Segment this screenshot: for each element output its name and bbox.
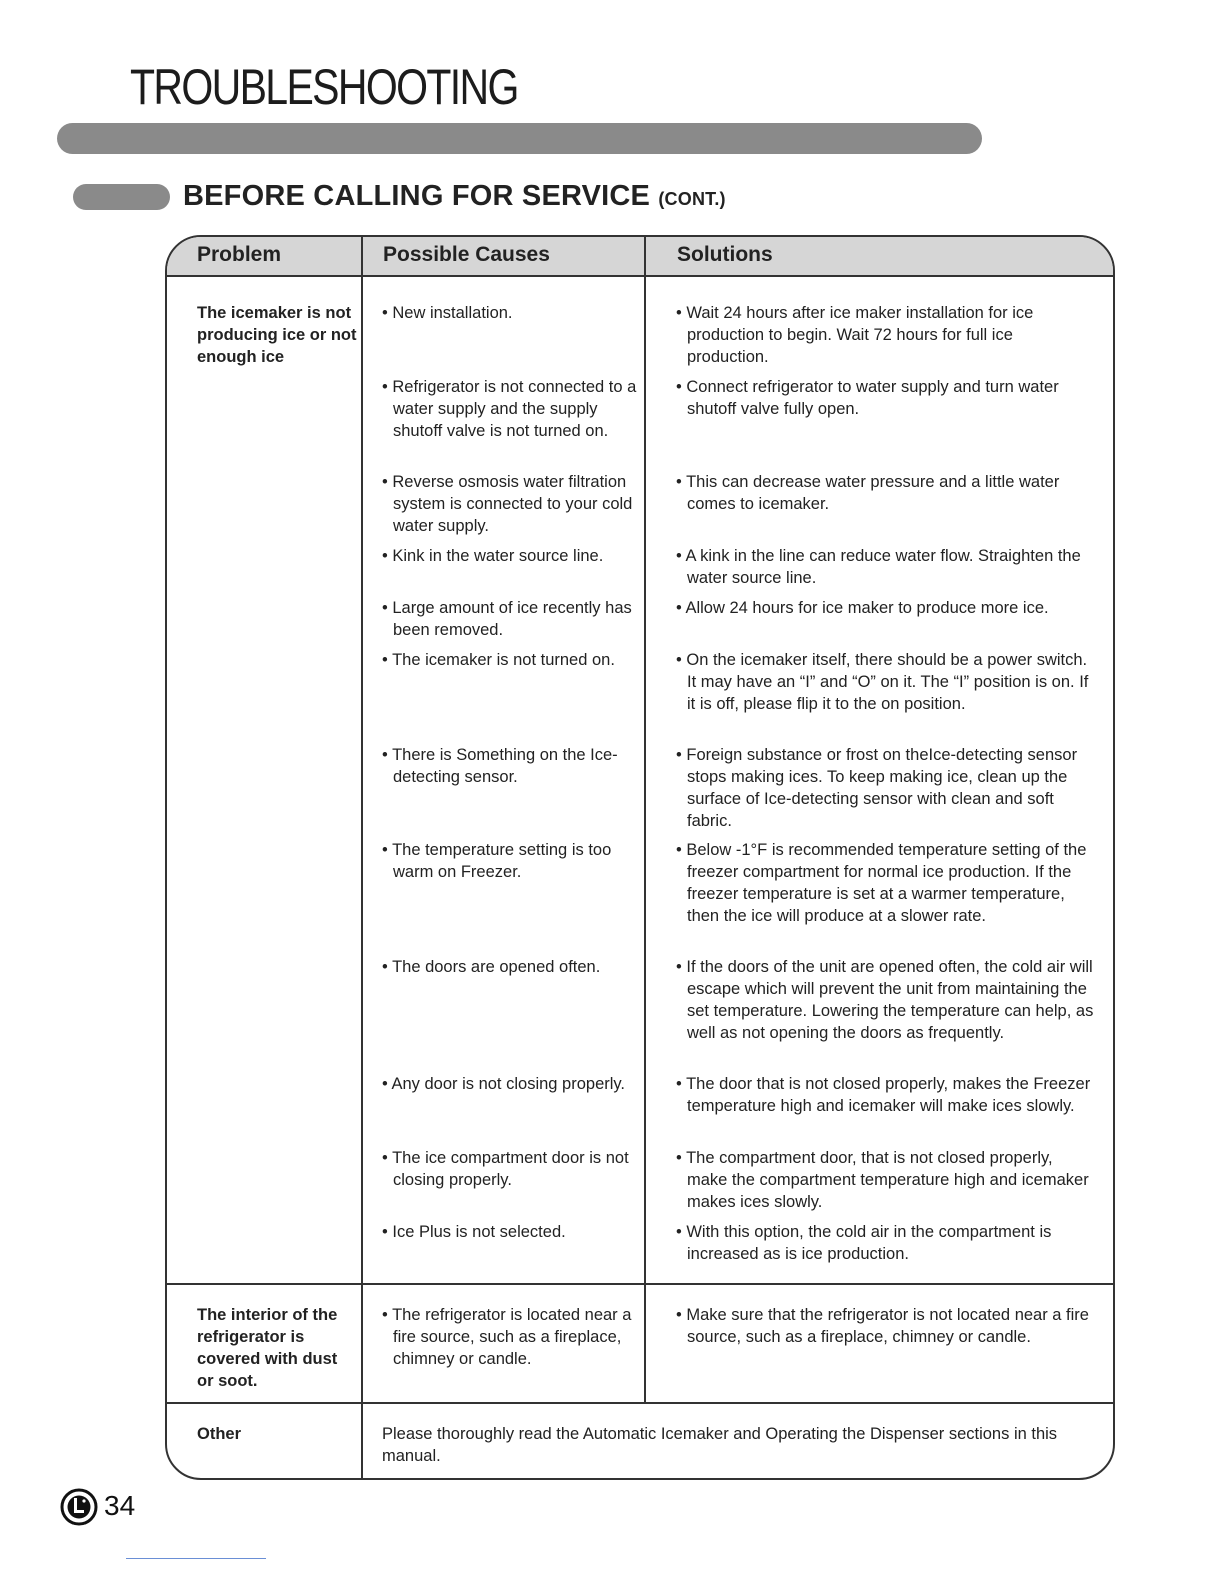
cause-item: • Any door is not closing properly. — [382, 1075, 626, 1093]
cause-item: • The refrigerator is located near a fire source, such as a fireplace, chimney or candle. — [382, 1306, 632, 1368]
cause-item: • Refrigerator is not connected to a water supply and the supply shutoff valve is not turned on. — [382, 378, 637, 440]
column-divider-1 — [361, 237, 363, 1480]
solution-item: • Connect refrigerator to water supply and turn water shutoff valve fully open. — [676, 378, 1059, 418]
column-divider-2 — [644, 237, 646, 1402]
header-causes: Possible Causes — [383, 243, 550, 266]
solution-item: • A kink in the line can reduce water flow. Straighten the water source line. — [676, 547, 1081, 587]
solution-item: • If the doors of the unit are opened often, the cold air will escape which will prevent the unit from maintaining the set temperature. Lowering the temperature can help, as well as not opening the doors as frequently. — [676, 958, 1094, 1042]
row-divider-2 — [167, 1402, 1113, 1404]
solution-item: • This can decrease water pressure and a little water comes to icemaker. — [676, 473, 1060, 513]
cause-item: • The doors are opened often. — [382, 958, 601, 976]
lg-logo — [60, 1488, 98, 1526]
solution-item: • The compartment door, that is not closed properly, make the compartment temperature high and icemaker makes ices slowly. — [676, 1149, 1089, 1211]
solution-item: • On the icemaker itself, there should be a power switch. It may have an “I” and “O” on it. The “I” position is on. If it is off, please flip it to the on position. — [676, 651, 1089, 713]
section-title-text: BEFORE CALLING FOR SERVICE — [183, 180, 651, 212]
cause-item: • Large amount of ice recently has been removed. — [382, 599, 632, 639]
other-note: Please thoroughly read the Automatic Icemaker and Operating the Dispenser sections in this manual. — [382, 1425, 1058, 1465]
page-title: TROUBLESHOOTING — [130, 59, 518, 115]
header-problem: Problem — [197, 243, 282, 266]
section-marker — [73, 184, 170, 210]
cause-item: • New installation. — [382, 304, 513, 322]
problem-other: Other — [197, 1425, 242, 1443]
section-title-suffix: (CONT.) — [658, 189, 726, 209]
troubleshooting-table — [165, 235, 1115, 1480]
title-bar — [57, 123, 982, 154]
section-title — [183, 180, 726, 213]
cause-item: • Ice Plus is not selected. — [382, 1223, 566, 1241]
cause-item: • Reverse osmosis water filtration system is connected to your cold water supply. — [382, 473, 633, 535]
solution-item: • Wait 24 hours after ice maker installation for ice production to begin. Wait 72 hours for full ice production. — [676, 304, 1034, 366]
problem-dust-soot: The interior of the refrigerator is covered with dust or soot. — [197, 1306, 338, 1390]
solution-item: • Below -1°F is recommended temperature setting of the freezer compartment for normal ice production. If the freezer temperature is set at a warmer temperature, then the ice will produce at a slower rate. — [676, 841, 1087, 925]
cause-item: • The ice compartment door is not closing properly. — [382, 1149, 629, 1189]
page-number: 34 — [104, 1490, 136, 1521]
row-divider-1 — [167, 1283, 1113, 1285]
cause-item: • The temperature setting is too warm on Freezer. — [382, 841, 612, 881]
table-header — [167, 237, 1113, 277]
footer-line — [126, 1558, 266, 1559]
header-solutions: Solutions — [677, 243, 773, 266]
solution-item: • The door that is not closed properly, makes the Freezer temperature high and icemaker will make ices slowly. — [676, 1075, 1091, 1115]
solution-item: • Make sure that the refrigerator is not located near a fire source, such as a fireplace, chimney or candle. — [676, 1306, 1089, 1346]
cause-item: • The icemaker is not turned on. — [382, 651, 615, 669]
solution-item: • Allow 24 hours for ice maker to produce more ice. — [676, 599, 1049, 617]
solution-item: • With this option, the cold air in the compartment is increased as is ice production. — [676, 1223, 1052, 1263]
cause-item: • Kink in the water source line. — [382, 547, 604, 565]
cause-item: • There is Something on the Ice-detecting sensor. — [382, 746, 618, 786]
problem-icemaker: The icemaker is not producing ice or not enough ice — [197, 304, 357, 366]
solution-item: • Foreign substance or frost on theIce-detecting sensor stops making ices. To keep making ice, clean up the surface of Ice-detecting sensor with clean and soft fabric. — [676, 746, 1078, 830]
